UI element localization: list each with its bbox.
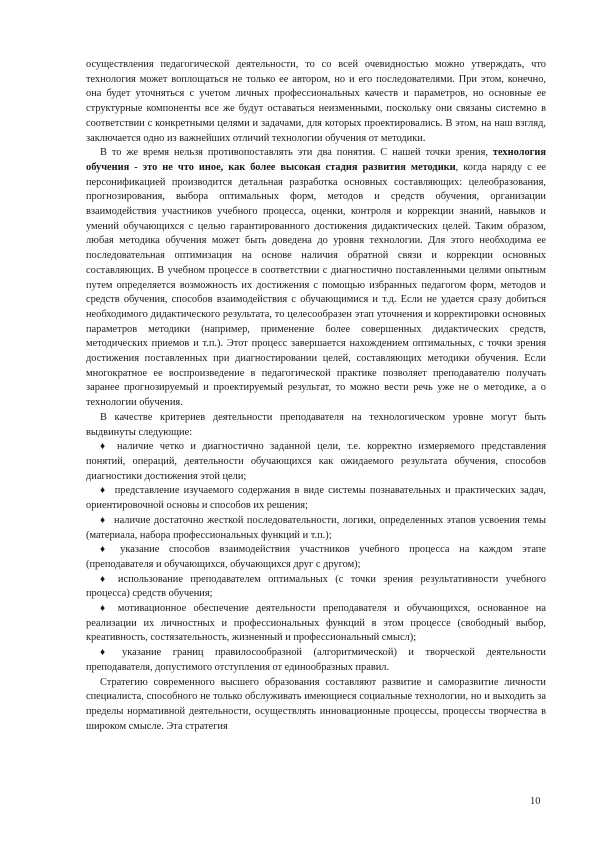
diamond-bullet-icon: ♦ [100,647,115,659]
list-item [86,646,546,675]
list-item [86,484,546,513]
diamond-bullet-icon: ♦ [100,573,110,585]
paragraph-4: Стратегию современного высшего образования составляют развитие и саморазвитие личности специалиста, способного не только обслуживать имеющиеся социальные технологии, но и выходить за пределы нормативной деятельности, осуществлять инновационные процессы, процессы творчества в широком смысле. Эта стратегия [86,676,546,732]
paragraph-2 [86,146,546,411]
list-item [86,440,546,484]
list-item [86,602,546,646]
page-number: 10 [530,796,541,807]
diamond-bullet-icon: ♦ [100,603,110,615]
list-item [86,573,546,602]
list-item-text: наличие достаточно жесткой последовательности, логики, определенных этапов усвоения темы (материала, набора профессиональных функций и т.п.); [86,514,546,541]
list-item [86,514,546,543]
paragraph-3: В качестве критериев деятельности преподавателя на технологическом уровне могут быть выдвинуты следующие: [86,411,546,438]
diamond-bullet-icon: ♦ [100,544,113,556]
list-item-text: представление изучаемого содержания в виде системы познавательных и практических задач, ориентировочной основы и способов их решения; [86,485,546,512]
list-item-text: использование преподавателем оптимальных (с точки зрения результативности учебного процесса) средств обучения; [86,573,546,600]
diamond-bullet-icon: ♦ [100,514,107,526]
diamond-bullet-icon: ♦ [100,485,107,497]
list-item-text: указание границ правилосообразной (алгоритмической) и творческой деятельности преподавателя, допустимого отступления от единообразных правил. [86,647,546,673]
paragraph-2-end: , когда наряду с ее персонификацией производится детальная разработка основных составляющих: целеобразования, прогнозирования, выбора оптимальных форм, методов и средств обучения, организации взаимодействия участников учебного процесса, оценки, контроля и коррекции знаний, навыков и умений обучающихся с целью гарантированного достижения дидактических целей. Таким образом, любая методика обучения может быть доведена до уровня технологии. Для этого необходима ее последовательная оптимизация на основе наличия обратной связи и коррекции основных составляющих. В учебном процессе в соответствии с диагностично поставленными целями опытным путем определяется возможность их достижения с помощью избранных педагогом форм, методов и средств обучения, способов взаимодействия с обучающимися и т.д. Если не удается сразу добиться необходимого дидактического результата, то целесообразен этап уточнения и корректировки основных параметров методики (например, применение более совершенных дидактических средств, методических приемов и т.п.). Этот процесс завершается нахождением оптимальных, с точки зрения достижения поставленных при диагностировании целей, составляющих методики обучения. Если многократное ее воспроизведение в педагогической практике позволяет преподавателю получать заранее прогнозируемый и проектируемый результат, то можно вести речь уже не о методике, а о технологии обучения. [86,161,547,409]
paragraph-2-bold-definition: технология обучения - это не что иное, как более высокая стадия развития методики [86,147,546,173]
list-item-text: наличие четко и диагностично заданной цели, т.е. корректно измеряемого представления понятий, операций, деятельности обучающихся как ожидаемого результата обучения, способов диагностики достижения этой цели; [86,441,546,482]
list-item-text: указание способов взаимодействия участников учебного процесса на каждом этапе (преподавателя и обучающихся, обучающихся друг с другом); [86,544,546,570]
document-page [86,58,546,734]
list-item [86,543,546,572]
criteria-list [86,440,546,675]
diamond-bullet-icon: ♦ [100,441,109,453]
paragraph-2-start: В то же время нельзя противопоставлять эти два понятия. С нашей точки зрения, [100,147,493,159]
list-item-text: мотивационное обеспечение деятельности преподавателя и обучающихся, основанное на реализации их личностных и профессиональных функций в этом процессе (свободный выбор, креативность, состязательность, жизненный и профессиональный смысл); [86,603,546,644]
paragraph-1: осуществления педагогической деятельности, то со всей очевидностью можно утверждать, что технология может воплощаться не только ее автором, но и его последователями. При этом, конечно, она будет уточняться с учетом личных профессиональных качеств и параметров, но основные ее структурные компоненты все же будут оставаться неизменными, поскольку они связаны системно в соответствии с конкретными целями и задачами, для которых проектировались. В этом, на наш взгляд, заключается одно из важнейших отличий технологии обучения от методики. [86,59,546,144]
